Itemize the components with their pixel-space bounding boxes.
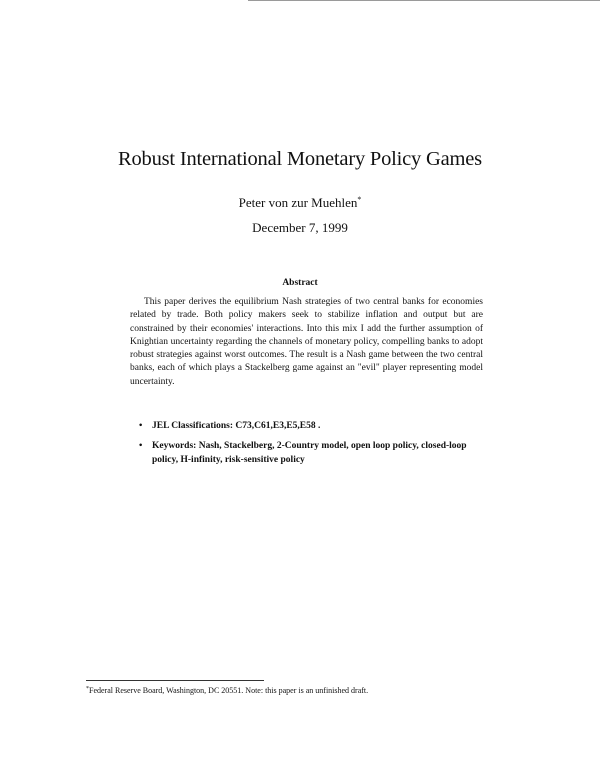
author-line — [0, 195, 600, 211]
list-item — [130, 439, 483, 467]
paper-title: Robust International Monetary Policy Games — [118, 148, 482, 170]
top-edge-rule — [248, 0, 600, 1]
list-item — [130, 419, 483, 433]
bullet-list — [130, 419, 483, 473]
author-footnote-mark: * — [357, 195, 362, 204]
abstract-body: This paper derives the equilibrium Nash strategies of two central banks for economies related by trade. Both policy makers seek to stabilize inflation and output but are constrained by their economies' interactions. Into this mix I add the further assumption of Knightian uncertainty regarding the channels of monetary policy, compelling banks to adopt robust strategies against worst outcomes. The result is a Nash game between the two central banks, each of which plays a Stackelberg game against an "evil" player representing model uncertainty. — [130, 297, 483, 387]
footnote-text: Federal Reserve Board, Washington, DC 20551. Note: this paper is an unfinished draft. — [89, 686, 369, 695]
keywords: Keywords: Nash, Stackelberg, 2-Country model, open loop policy, closed-loop policy, H-infinity, risk-sensitive policy — [152, 441, 467, 465]
bullet-icon: • — [139, 441, 143, 451]
jel-classifications: JEL Classifications: C73,C61,E3,E5,E58 . — [152, 421, 321, 431]
author-name: Peter von zur Muehlen — [238, 195, 358, 210]
abstract-heading: Abstract — [282, 278, 318, 288]
bullet-icon: • — [139, 421, 143, 431]
footnote — [86, 684, 516, 696]
paper-date: December 7, 1999 — [252, 220, 348, 235]
footnote-mark: * — [86, 686, 89, 692]
footnote-rule — [86, 680, 264, 681]
